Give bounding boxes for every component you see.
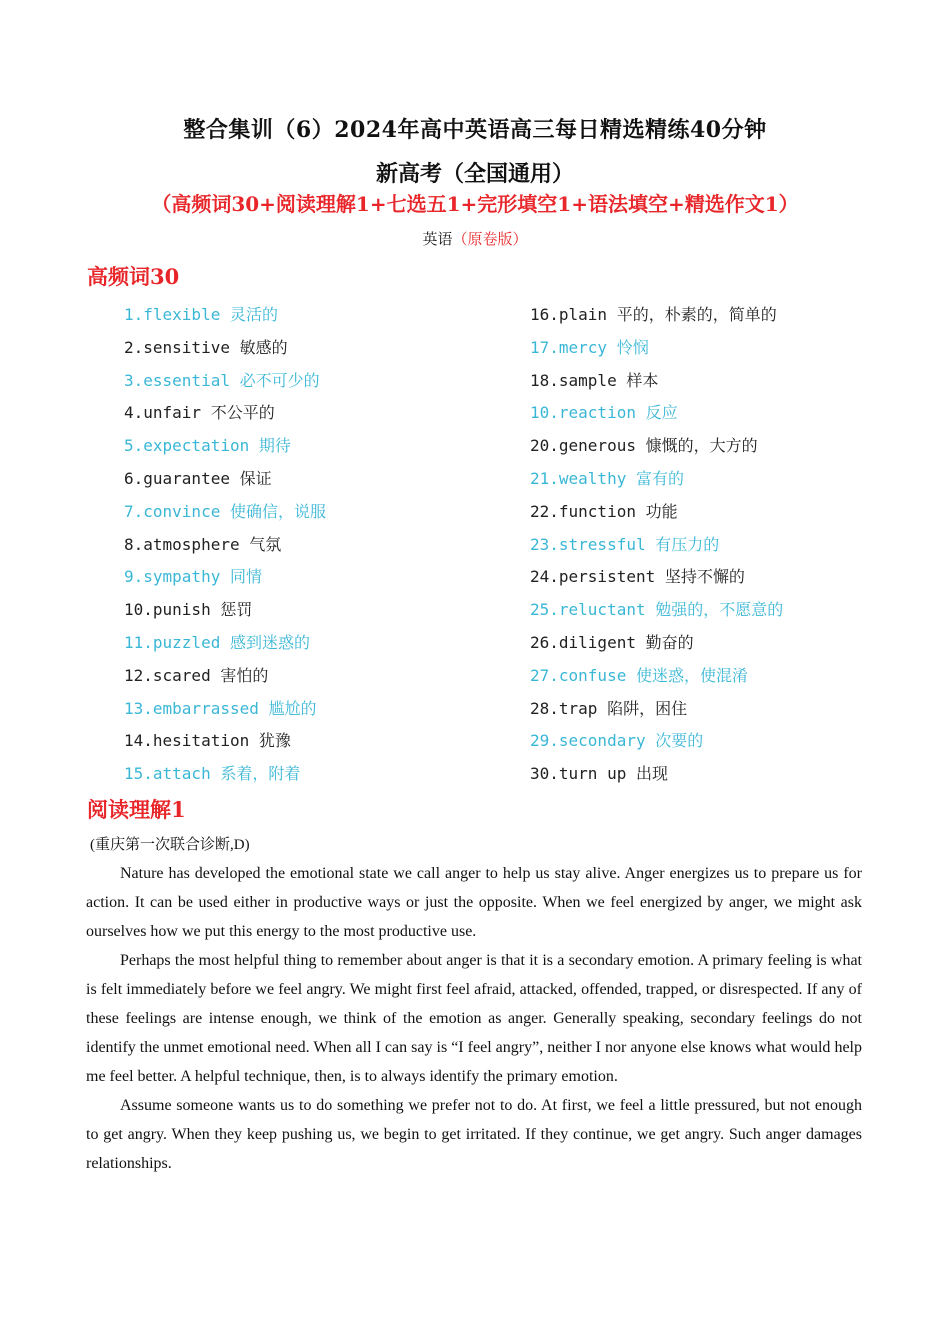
passage-paragraph: Perhaps the most helpful thing to remember about anger is that it is a secondary emotion. A primary feeling is what is felt immediately before we feel angry. We might first feel afraid, attacked, offended, trapped, or disrespected. If any of these feelings are intense enough, we think of the emotion as anger. Generally speaking, secondary feelings do not identify the unmet emotional need. When all I can say is “I feel angry”, neither I nor anyone else knows what would help me feel better. A helpful technique, then, is to always identify the primary emotion.	[86, 952, 862, 1085]
vocab-item: 1.flexible 灵活的	[124, 305, 278, 324]
vocab-item: 13.embarrassed 尴尬的	[124, 698, 317, 718]
subject-label: 英语	[422, 230, 453, 248]
vocab-item: 4.unfair 不公平的	[124, 403, 275, 423]
vocab-item: 20.generous 慷慨的，大方的	[530, 436, 758, 456]
vocab-item: 7.convince 使确信，说服	[124, 501, 326, 521]
reading-passage	[86, 859, 862, 1178]
vocab-item: 3.essential 必不可少的	[124, 370, 320, 390]
edition-label: （原卷版）	[452, 230, 528, 248]
passage-paragraph: Nature has developed the emotional state we call anger to help us stay alive. Anger energizes us to prepare us for action. It can be used either in productive ways or just the opposite. When we feel energized by anger, we might ask ourselves how we put this energy to the most productive use.	[86, 865, 862, 940]
vocab-item: 2.sensitive 敏感的	[124, 337, 288, 357]
vocab-item: 9.sympathy 同情	[124, 567, 262, 587]
vocab-item: 26.diligent 勤奋的	[530, 633, 694, 652]
vocab-item: 28.trap 陷阱，困住	[530, 698, 688, 718]
vocab-item: 21.wealthy 富有的	[530, 469, 684, 488]
vocab-item: 6.guarantee 保证	[124, 469, 272, 488]
subject-line	[0, 228, 950, 249]
vocab-section-heading: 高频词30	[87, 264, 180, 289]
document-title: 整合集训（6）2024年高中英语高三每日精选精练40分钟	[183, 117, 767, 143]
vocab-item: 10.punish 惩罚	[124, 600, 253, 620]
vocab-item: 30.turn up 出现	[530, 764, 668, 784]
passage-source: (重庆第一次联合诊断,D)	[90, 837, 250, 853]
vocab-item: 8.atmosphere 气氛	[124, 534, 282, 554]
document-contents-line: （高频词30+阅读理解1+七选五1+完形填空1+语法填空+精选作文1）	[151, 192, 799, 216]
vocab-item: 18.sample 样本	[530, 370, 659, 390]
vocab-item: 14.hesitation 犹豫	[124, 731, 291, 751]
vocab-item: 24.persistent 坚持不懈的	[530, 567, 745, 587]
vocab-item: 29.secondary 次要的	[530, 731, 704, 751]
vocab-item: 16.plain 平的，朴素的，简单的	[530, 305, 777, 324]
vocab-item: 15.attach 系着，附着	[124, 764, 301, 784]
vocab-item: 17.mercy 怜悯	[530, 337, 649, 357]
vocab-item: 10.reaction 反应	[530, 403, 678, 423]
reading-section-heading: 阅读理解1	[87, 797, 186, 822]
document-subtitle: 新高考（全国通用）	[375, 161, 574, 187]
vocab-item: 25.reluctant 勉强的，不愿意的	[530, 600, 784, 620]
vocab-item: 27.confuse 使迷惑，使混淆	[530, 665, 748, 685]
passage-paragraph: Assume someone wants us to do something we prefer not to do. At first, we feel a little pressured, but not enough to get angry. When they keep pushing us, we begin to get irritated. If they continue, we get angry. Such anger damages relationships.	[86, 1097, 862, 1172]
vocab-item: 5.expectation 期待	[124, 436, 291, 456]
vocab-item: 11.puzzled 感到迷惑的	[124, 633, 310, 652]
vocab-item: 22.function 功能	[530, 501, 678, 521]
vocab-item: 23.stressful 有压力的	[530, 534, 720, 554]
vocab-item: 12.scared 害怕的	[124, 665, 269, 685]
